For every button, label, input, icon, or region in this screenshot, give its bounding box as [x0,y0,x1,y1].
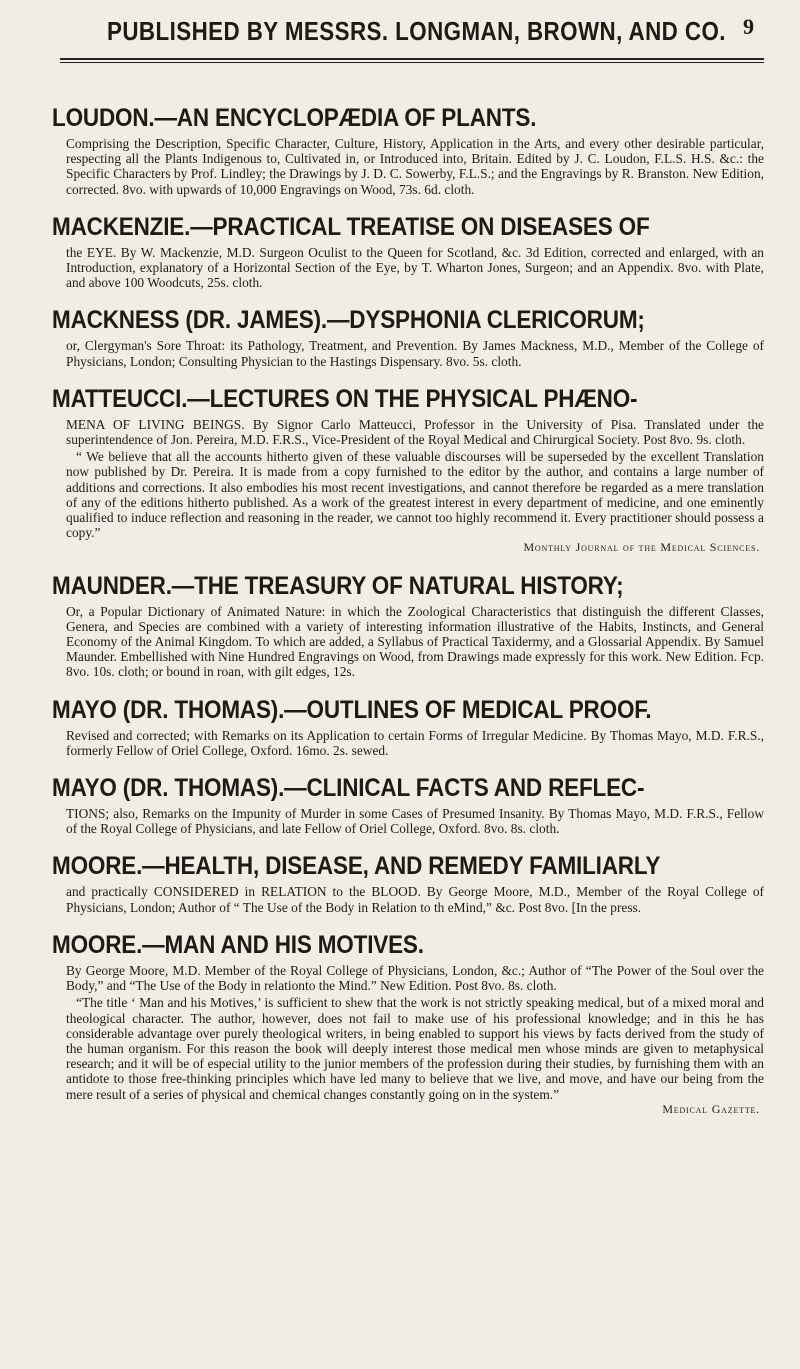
entry-heading: MACKENZIE.—PRACTICAL TREATISE ON DISEASES OF [52,212,650,241]
entry-description: MENA OF LIVING BEINGS. By Signor Carlo Matteucci, Professor in the University of Pisa. Translated under the superintendence of Jon. Pereira, M.D. F.R.S., Vice-President of the Royal Medical and Chirurgical Society. Post 8vo. 9s. cloth. [66,416,764,448]
entry-heading: MAYO (DR. THOMAS).—CLINICAL FACTS AND REFLEC- [52,774,645,803]
entry-moore-health [52,852,764,914]
entry-heading: MAUNDER.—THE TREASURY OF NATURAL HISTORY; [52,571,624,600]
entry-heading: MOORE.—HEALTH, DISEASE, AND REMEDY FAMILIARLY [52,852,661,881]
entry-loudon [52,104,764,197]
entry-description: By George Moore, M.D. Member of the Royal College of Physicians, London, &c.; Author of “The Power of the Soul over the Body,” and “The Use of the Body in relationto the Mind.” New Edition. Post 8vo. 8s. cloth. [66,962,764,994]
catalogue-entries [52,104,764,1117]
entry-matteucci [52,385,764,556]
entry-description: Revised and corrected; with Remarks on its Application to certain Forms of Irregular Medicine. By Thomas Mayo, M.D. F.R.S., formerly Fellow of Oriel College, Oxford. 16mo. 2s. sewed. [66,727,764,758]
running-head [52,8,764,52]
entry-mayo-outlines [52,696,764,758]
entry-heading: LOUDON.—AN ENCYCLOPÆDIA OF PLANTS. [52,104,537,132]
entry-description: Comprising the Description, Specific Character, Culture, History, Application in the Arts, and every other desirable particular, respecting all the Plants Indigenous to, Cultivated in, or Introduced into, Britain. Edited by J. C. Loudon, F.L.S. H.S. &c.: the Specific Characters by Prof. Lindley; the Drawings by J. D. C. Sowerby, F.L.S.; and the Engravings by R. Branston. New Edition, corrected. 8vo. with upwards of 10,000 Engravings on Wood, 73s. 6d. cloth. [66,136,764,197]
header-rule [60,58,764,60]
entry-mackenzie [52,213,764,291]
entry-description: and practically CONSIDERED in RELATION to the BLOOD. By George Moore, M.D., Member of the Royal College of Physicians, London; Author of “ The Use of the Body in Relation to th eMind,” &c. Post 8vo. [In the press. [66,884,764,915]
running-title: PUBLISHED BY MESSRS. LONGMAN, BROWN, AND CO. [107,16,726,46]
header-rule-thin [60,62,764,63]
entry-description: the EYE. By W. Mackenzie, M.D. Surgeon Oculist to the Queen for Scotland, &c. 3d Edition, corrected and enlarged, with an Introduction, explanatory of a Horizontal Section of the Eye, by T. Wharton Jones, Surgeon; and an Appendix. 8vo. with Plate, and above 100 Woodcuts, 25s. cloth. [66,244,764,291]
review-quote [52,995,764,1117]
entry-heading: MAYO (DR. THOMAS).—OUTLINES OF MEDICAL PROOF. [52,695,652,724]
entry-description: TIONS; also, Remarks on the Impunity of Murder in some Cases of Presumed Insanity. By Thomas Mayo, M.D. F.R.S., Fellow of the Royal College of Physicians, and late Fellow of Oriel College, Oxford. 8vo. 8s. cloth. [66,806,764,837]
entry-mayo-clinical [52,774,764,836]
entry-maunder [52,572,764,680]
entry-moore-motives [52,931,764,1117]
review-text: “ We believe that all the accounts hitherto given of these valuable discourses will be superseded by the excellent Translation now published by Dr. Pereira. It is made from a copy furnished to the editor by the author, and contains a large number of additions and corrections. It also embodies his most recent investigations, and cannot therefore be regarded as a mere translation of any of the editions hitherto published. As a work of the greatest interest in every department of medicine, and one eminently qualified to induce reflection and reasoning in the reader, we cannot too highly recommend it. Every practitioner should possess a copy.” [66,449,764,541]
review-quote [52,449,764,555]
entry-heading: MACKNESS (DR. JAMES).—DYSPHONIA CLERICORUM; [52,306,645,335]
entry-description: or, Clergyman's Sore Throat: its Pathology, Treatment, and Prevention. By James Mackness, M.D., Member of the College of Physicians, London; Consulting Physician to the Hastings Dispensary. 8vo. 5s. cloth. [66,338,764,369]
review-text: “The title ‘ Man and his Motives,’ is sufficient to shew that the work is not strictly speaking medical, but of a mixed moral and theological character. The author, however, does not fail to make use of his professional knowledge; and in this he has considerable advantage over purely theological writers, in being enabled to support his views by facts derived from the study of the human organism. For this reason the book will deeply interest those medical men whose minds are given to metaphysical research; and it will be of especial utility to the junior members of the profession during their studies, by furnishing them with an antidote to those free-thinking principles which have led many to believe that we live, and move, and have our being from the mere result of a series of physical and chemical changes constantly going on in the system.” [66,995,764,1102]
review-source: Monthly Journal of the Medical Sciences. [523,540,760,555]
entry-heading: MATTEUCCI.—LECTURES ON THE PHYSICAL PHÆNO- [52,384,638,413]
entry-description: Or, a Popular Dictionary of Animated Nature: in which the Zoological Characteristics that distinguish the different Classes, Genera, and Species are combined with a variety of interesting information illustrative of the Habits, Instincts, and General Economy of the Animal Kingdom. To which are added, a Syllabus of Practical Taxidermy, and a Glossarial Appendix. By Samuel Maunder. Embellished with Nine Hundred Engravings on Wood, from Drawings made expressly for this work. New Edition. Fcp. 8vo. 10s. cloth; or bound in roan, with gilt edges, 12s. [66,603,764,680]
entry-mackness [52,306,764,368]
page-number: 9 [743,14,754,39]
entry-heading: MOORE.—MAN AND HIS MOTIVES. [52,930,424,959]
review-source: Medical Gazette. [662,1101,760,1116]
